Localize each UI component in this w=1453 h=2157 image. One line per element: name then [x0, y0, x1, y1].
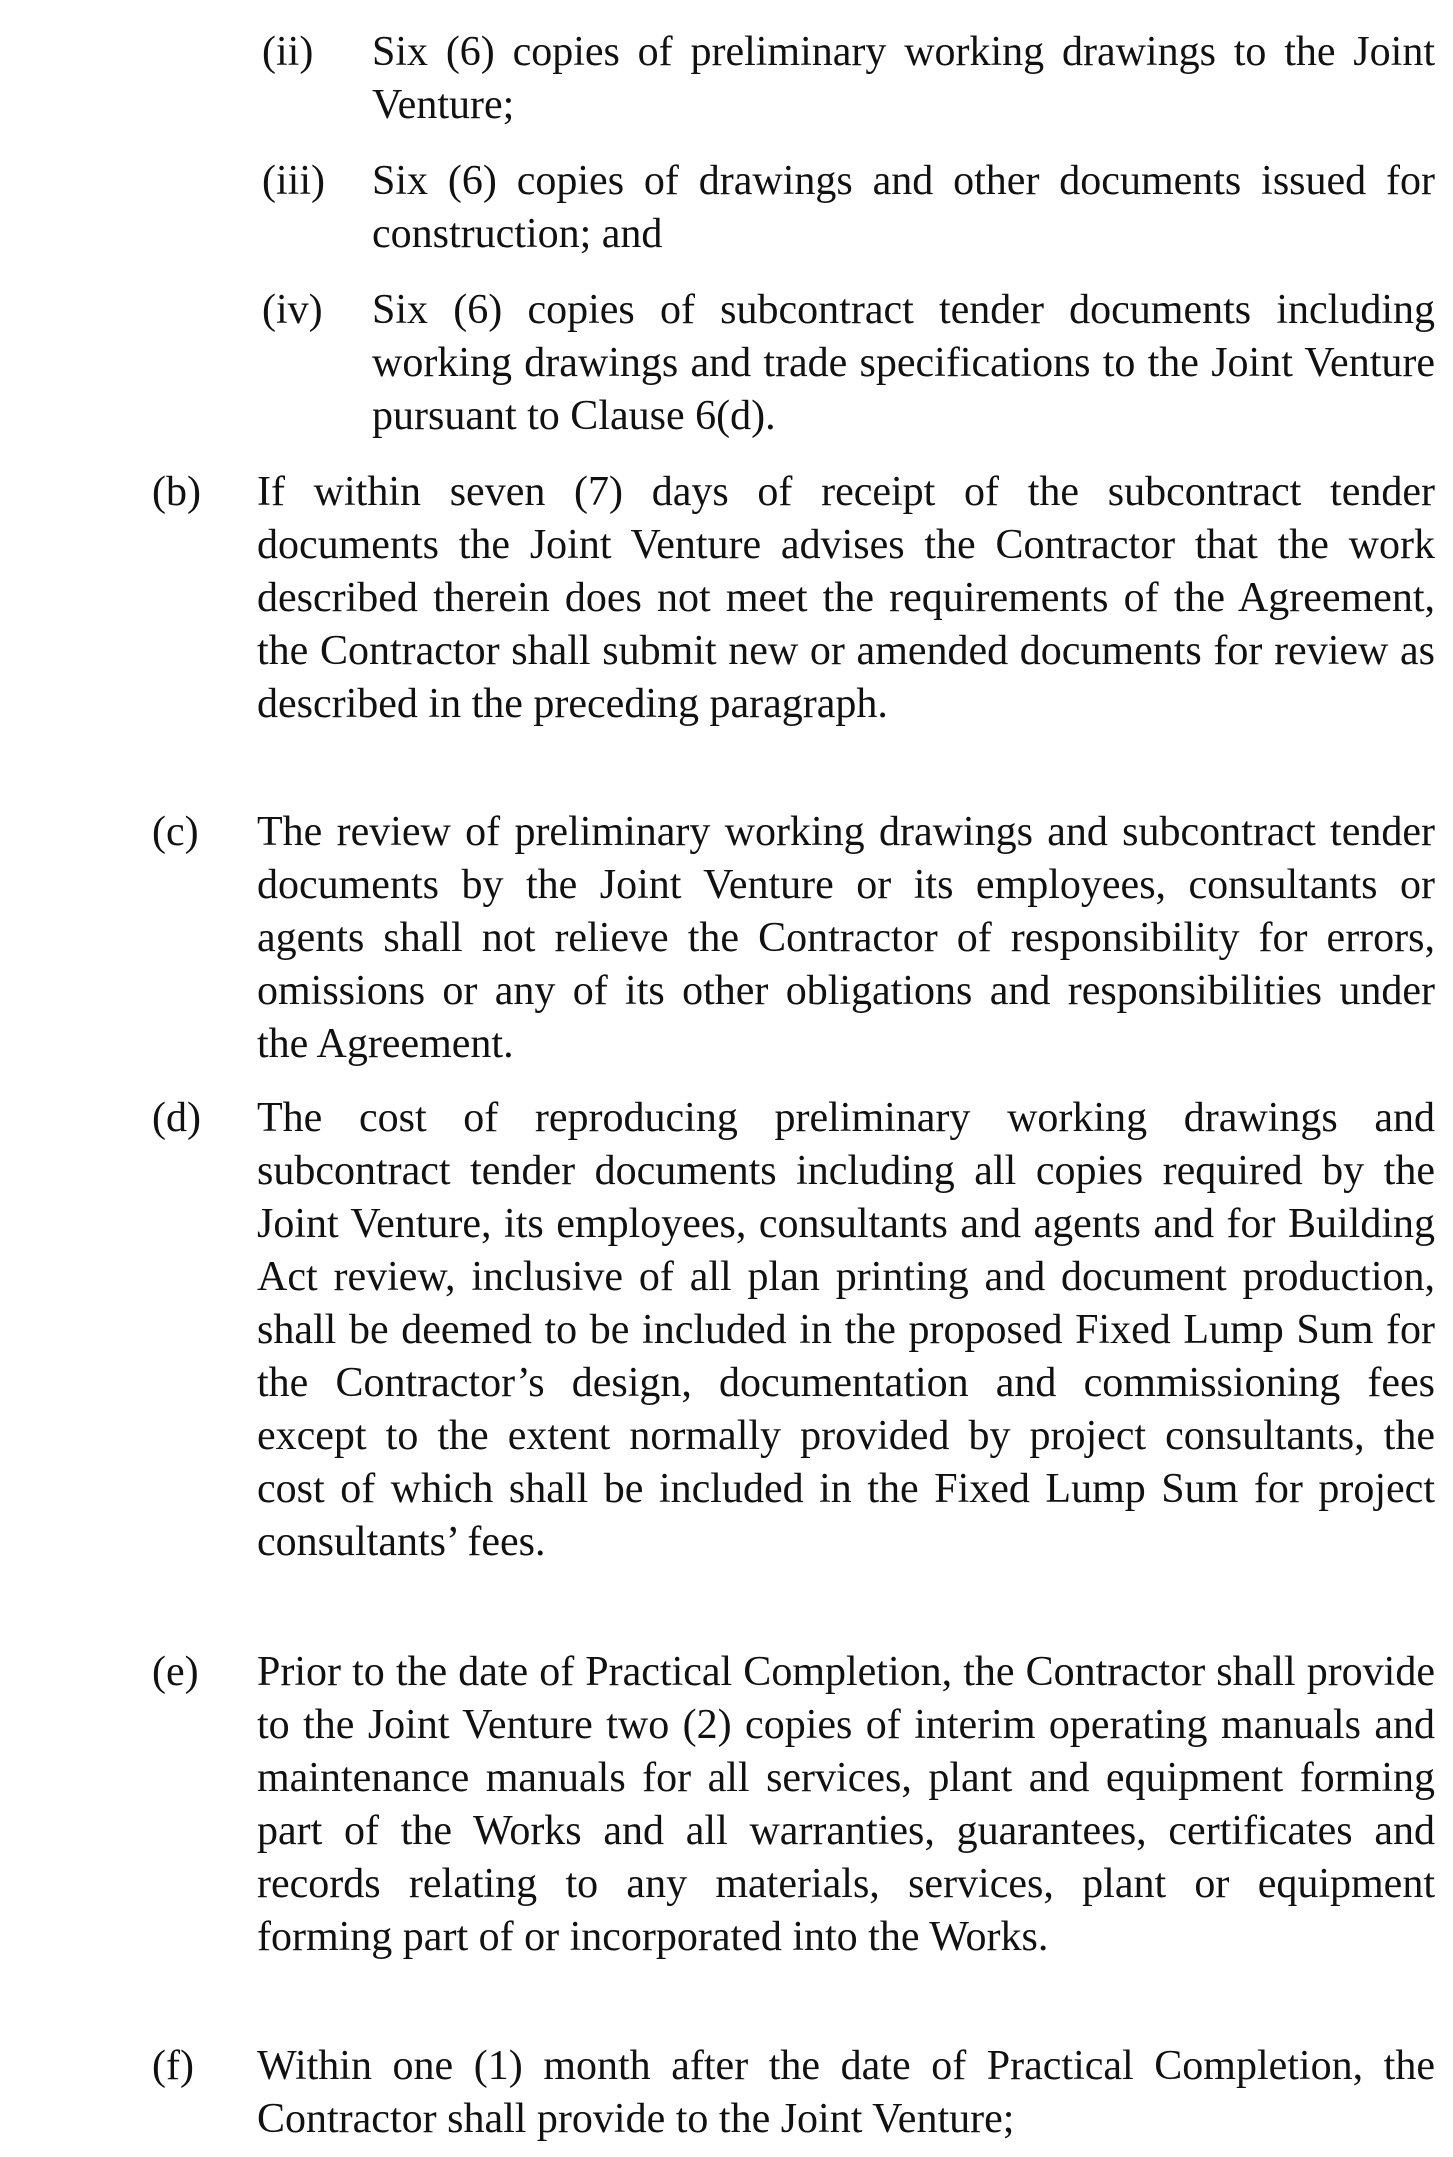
clause-item-c	[152, 806, 1435, 1071]
clause-item-b	[152, 466, 1435, 731]
clause-item-d	[152, 1092, 1435, 1569]
clause-text: Six (6) copies of subcontract tender documents including working drawings and trade specifications to the Joint Venture pursuant to Clause 6(d).	[372, 287, 1435, 439]
clause-label: (b)	[152, 469, 201, 515]
clause-label: (e)	[152, 1649, 199, 1695]
clause-item-f	[152, 2040, 1435, 2146]
clause-item-e	[152, 1646, 1435, 1964]
clause-text: The review of preliminary working drawings and subcontract tender documents by the Joint Venture or its employees, consultants or agents shall not relieve the Contractor of responsibility for errors, omissions or any of its other obligations and responsibilities under the Agreement.	[257, 809, 1435, 1067]
clause-item-ii	[262, 26, 1435, 132]
clause-label: (ii)	[262, 29, 314, 75]
clause-text: Six (6) copies of drawings and other documents issued for construction; and	[372, 158, 1435, 257]
clause-label: (d)	[152, 1095, 201, 1141]
clause-text: Within one (1) month after the date of Practical Completion, the Contractor shall provide to the Joint Venture;	[257, 2043, 1435, 2142]
clause-item-iv	[262, 284, 1435, 443]
clause-label: (iii)	[262, 158, 325, 204]
clause-item-iii	[262, 155, 1435, 261]
clause-label: (c)	[152, 809, 199, 855]
clause-label: (f)	[152, 2043, 194, 2089]
clause-text: The cost of reproducing preliminary working drawings and subcontract tender documents including all copies required by the Joint Venture, its employees, consultants and agents and for Building Act review, inclusive of all plan printing and document production, shall be deemed to be included in the proposed Fixed Lump Sum for the Contractor’s design, documentation and commissioning fees except to the extent normally provided by project consultants, the cost of which shall be included in the Fixed Lump Sum for project consultants’ fees.	[257, 1095, 1435, 1565]
clause-text: If within seven (7) days of receipt of the subcontract tender documents the Joint Venture advises the Contractor that the work described therein does not meet the requirements of the Agreement, the Contractor shall submit new or amended documents for review as described in the preceding paragraph.	[257, 469, 1435, 727]
clause-text: Prior to the date of Practical Completion, the Contractor shall provide to the Joint Venture two (2) copies of interim operating manuals and maintenance manuals for all services, plant and equipment forming part of the Works and all warranties, guarantees, certificates and records relating to any materials, services, plant or equipment forming part of or incorporated into the Works.	[257, 1649, 1435, 1960]
clause-label: (iv)	[262, 287, 323, 333]
clause-text: Six (6) copies of preliminary working drawings to the Joint Venture;	[372, 29, 1435, 128]
